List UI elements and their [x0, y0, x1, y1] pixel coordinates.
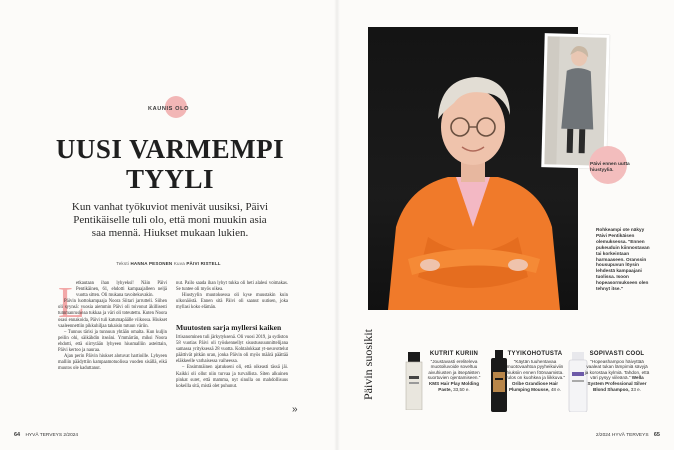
product-3-price: 33 e. — [630, 386, 641, 392]
favorites-title: Päivin suosikit — [361, 328, 375, 400]
product-3-text — [584, 352, 650, 392]
page-number-left: 64 — [14, 432, 21, 438]
article-headline: UUSI VARMEMPI TYYLI — [55, 134, 285, 194]
byline-text-label: Teksti — [116, 261, 129, 266]
body-paragraph: Irtisanominen tuli järkytyksenä. Oli vuosi 2019, ja sydiston 58 vuotias Päivi oli työskennellyt sisustussuunnittelijana samassa yrityksessä 28 vuotta. Kohtalokkaat yt-neuvottelut päättivät pitkän uran, jonka Päivin oli myös määrä päättää eläkkeelle varhaisessa vaiheessa. — [176, 335, 288, 365]
before-photo-image — [544, 36, 606, 166]
folio-left — [14, 432, 78, 438]
portrait-caption: Rohkeampi ote näkyy Päivi Pentikäisen olemuksessa. "Ennen pukeuduin kiinnostavan tai korkeintaan harmaaseen. Oranssin housupuvun löysin lehdestä kampaajani tuolissa. Isoon hopeasormukseen olen tehnyt itse." — [596, 227, 650, 292]
body-paragraph: nut. Pailo saada ihan lyhyt tukka oli heti alalesi voimakas. Se tuntee oli myös oikea. — [176, 281, 288, 293]
magazine-name-right: 2/2024 HYVÄ TERVEYS — [595, 433, 649, 438]
body-column-2 — [176, 281, 288, 311]
body-paragraph: etkautaan ihan lyhyeksi! Näin Päivi Pentikäinen, 61, ehdotti kampaajalleen neljä vuotta sitten. Oli mukana tavoitekuvakin. — [76, 281, 167, 299]
body-paragraph: Päivin luottokampaaja Noora Siitari jarrutteli. Siihen oli syynsä: vuosia aiemmin Päivi oli toivonut äkillisesti tummanruskeaa tukkaa ja väri oli toteutettu. Kuten Noora osasi ennakoida, Päivi tuli katumapäälle viikossa. Hiukset vaaleennettiin pikkuhiljaa takaisin tutuun väriin. — [58, 299, 167, 329]
continue-arrow-icon: » — [292, 404, 298, 415]
before-photo-illustration — [544, 36, 606, 166]
before-photo-caption: Päivi ennen uutta hiustyyliä. — [590, 162, 630, 173]
body-column-1 — [58, 278, 167, 372]
product-2-title: TYYIKOHOTUSTA — [507, 351, 563, 357]
product-2-text — [502, 352, 568, 392]
page-number-right: 65 — [653, 432, 660, 438]
product-2-desc: "Käytän tuuhentavaa muotovaahtoa pyyheikuiviin hiuksiin ennen föönaamista. Tulos on kuohkea ja liikkuva." — [504, 358, 566, 381]
product-3-title: SOPIVASTI COOL — [589, 351, 645, 357]
byline-photo-label: Kuva — [173, 261, 185, 266]
body-paragraph: – Tunnus tärisi ja tunnuun yhtään omalta. Kun kuljin peilin ohi, säikähdin itseäni. Ymmärrän, miksi Noora ehdotti, että siirrytään lyhyeen hiusmalliin asteittain, Päivi kertoo ja nauraa. — [58, 329, 167, 354]
product-3-desc: "Hopeashampoo häivyttää vaaleat tukan lämpimiä sävyjä ja korostaa kylmiä. Tahdon, että väri pysyy viileänä." — [584, 358, 650, 381]
product-kms-paste-image — [404, 352, 424, 410]
magazine-name-left: HYVÄ TERVEYS 2/2024 — [25, 433, 79, 438]
product-3-name: Wella System Professional Silver Blond Shampoo, — [587, 375, 647, 392]
body-paragraph: – Ensimmäinen ajatukseni oli, että oikeasti tässä jäi. Kaikki oli ollut niin turvaa ja turvallista. Siten alkuinen pinkat suret, että mamma, nyt sinulla on mahdollisuus kokeilla sitä, mistä olet puhunut. — [176, 365, 288, 389]
body-paragraph: Hiustyylin muutoksessa oli kyse muustakin kuin ulkonäöstä. Ennen sitä Päivi oli saanut uutisen, joka myllasi koko elämän. — [176, 293, 288, 311]
product-2-price: 48 e. — [550, 386, 562, 392]
byline-photo-author: PÄIVI RISTELL — [186, 261, 221, 266]
body-column-2-continued — [176, 335, 288, 390]
folio-right — [596, 432, 660, 438]
product-1-text — [422, 352, 486, 392]
page-gutter — [334, 0, 340, 450]
product-1-name: KMS Hair Play Molding Paste, — [428, 380, 480, 392]
section-kicker: KAUNIS OLO — [147, 106, 190, 112]
product-1-desc: "Joustavasti ereliteleva muotoiluvoide soveltuu aivuhiusten ja itsepäisten suortuvien ojentamiseen." — [427, 358, 481, 381]
body-paragraph: Ajan perin Päivin hiukset alotuvat hartioille. Lyhyeen malliin päädyttiin kampaamotuolissa vuoden sisällä, eikä muutos ole kaduttanut. — [58, 354, 167, 372]
article-lead: Kun vanhat työkuviot menivät uusiksi, Päivi Pentikäiselle tuli olo, että moni muukin asia saa mennä. Hiukset mukaan lukien. — [71, 201, 269, 239]
byline-text-author: HANNA PESONEN — [130, 261, 173, 266]
product-2-name: Oribe Grandiose Hair Plumping Mousse, — [508, 380, 559, 392]
body-subheading: Muutosten sarja myllersi kaiken — [176, 323, 282, 332]
product-1-title: KUTRIT KURIIN — [429, 351, 479, 357]
drop-cap: L — [58, 278, 85, 327]
byline — [0, 261, 337, 266]
product-1-price: 33,50 e. — [453, 386, 470, 392]
